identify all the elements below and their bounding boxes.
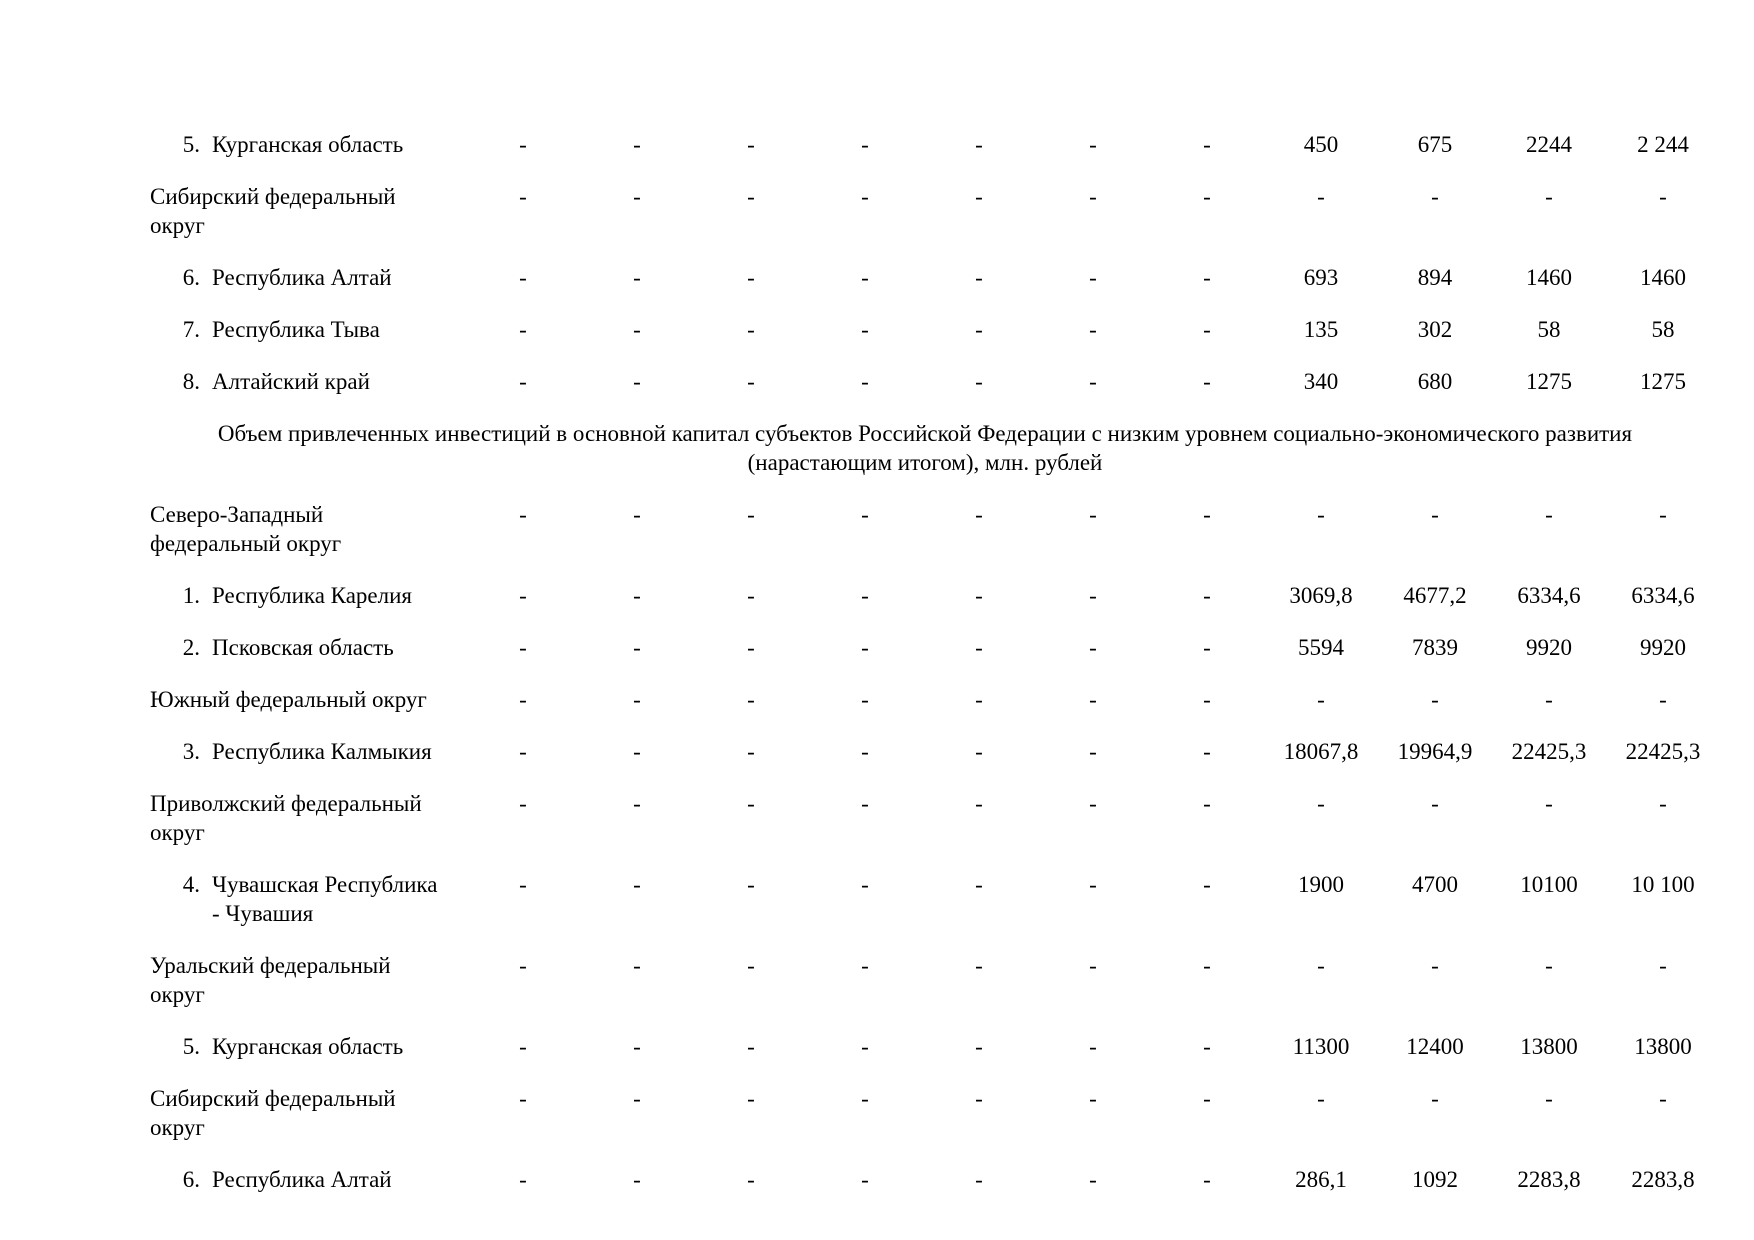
value-cell: -: [747, 739, 755, 764]
value-cell: -: [519, 132, 527, 157]
row-number: 6.: [182, 265, 200, 290]
value-cell: -: [975, 317, 983, 342]
value-cell: -: [519, 791, 527, 816]
value-cell: -: [519, 1167, 527, 1192]
value-cell: -: [633, 265, 641, 290]
value-cell: -: [861, 132, 869, 157]
value-cell: -: [1659, 791, 1667, 816]
value-cell: -: [1659, 687, 1667, 712]
value-cell: -: [1659, 953, 1667, 978]
value-cell: -: [633, 132, 641, 157]
value-cell: -: [1317, 791, 1325, 816]
value-cell: -: [633, 583, 641, 608]
value-cell: -: [1545, 184, 1553, 209]
value-cell: -: [747, 635, 755, 660]
row-number: 4.: [182, 872, 200, 897]
value-cell: -: [519, 369, 527, 394]
subject-row: [150, 581, 1710, 610]
value-cell: 58: [1537, 317, 1561, 342]
value-cell: -: [1431, 502, 1439, 527]
value-cell: -: [519, 635, 527, 660]
value-cell: 4700: [1412, 872, 1458, 897]
value-cell: -: [747, 953, 755, 978]
value-cell: -: [975, 265, 983, 290]
value-cell: -: [1203, 369, 1211, 394]
subject-name: Республика Калмыкия: [212, 739, 432, 764]
value-cell: -: [633, 953, 641, 978]
value-cell: -: [1431, 791, 1439, 816]
value-cell: -: [747, 132, 755, 157]
value-cell: -: [1089, 583, 1097, 608]
value-cell: 58: [1651, 317, 1675, 342]
value-cell: -: [1659, 1086, 1667, 1111]
value-cell: -: [747, 1034, 755, 1059]
value-cell: -: [861, 583, 869, 608]
region-row: [150, 1084, 1710, 1142]
value-cell: -: [633, 872, 641, 897]
value-cell: 1275: [1526, 369, 1572, 394]
value-cell: -: [1089, 739, 1097, 764]
section-title: Объем привлеченных инвестиций в основной капитал субъектов Российской Федерации с низким уровнем социально-экономического развития (нарастающим итогом), млн. рублей: [217, 421, 1633, 475]
value-cell: 1460: [1640, 265, 1686, 290]
value-cell: 10 100: [1631, 872, 1695, 897]
value-cell: -: [519, 583, 527, 608]
value-cell: -: [747, 502, 755, 527]
value-cell: 450: [1303, 132, 1339, 157]
value-cell: -: [861, 1167, 869, 1192]
value-cell: 22425,3: [1511, 739, 1587, 764]
region-row: [150, 500, 1710, 558]
value-cell: -: [1431, 687, 1439, 712]
value-cell: -: [633, 369, 641, 394]
value-cell: -: [633, 739, 641, 764]
value-cell: -: [1089, 1167, 1097, 1192]
subject-row: [150, 367, 1710, 396]
value-cell: -: [1089, 502, 1097, 527]
value-cell: -: [1089, 872, 1097, 897]
value-cell: -: [861, 635, 869, 660]
row-number: 5.: [182, 132, 200, 157]
value-cell: -: [519, 687, 527, 712]
value-cell: -: [861, 1086, 869, 1111]
indicator-table-2: [150, 500, 1710, 1194]
value-cell: -: [975, 502, 983, 527]
region-row: [150, 182, 1710, 240]
value-cell: -: [519, 1086, 527, 1111]
value-cell: -: [519, 184, 527, 209]
value-cell: -: [1089, 184, 1097, 209]
value-cell: -: [1089, 132, 1097, 157]
value-cell: -: [1089, 369, 1097, 394]
region-row: [150, 685, 1710, 714]
value-cell: -: [1203, 687, 1211, 712]
value-cell: 6334,6: [1631, 583, 1695, 608]
document-page: [150, 130, 1710, 1217]
value-cell: -: [975, 791, 983, 816]
subject-name: Курганская область: [212, 132, 404, 157]
value-cell: -: [1203, 184, 1211, 209]
value-cell: 18067,8: [1283, 739, 1359, 764]
value-cell: 9920: [1640, 635, 1686, 660]
value-cell: -: [1545, 502, 1553, 527]
value-cell: -: [747, 265, 755, 290]
subject-name: Чувашская Республика - Чувашия: [212, 872, 438, 926]
row-number: 5.: [182, 1034, 200, 1059]
value-cell: 675: [1417, 132, 1453, 157]
value-cell: -: [1545, 953, 1553, 978]
value-cell: -: [633, 1167, 641, 1192]
federal-district-name: Уральский федеральный округ: [150, 953, 391, 1007]
value-cell: -: [975, 1086, 983, 1111]
value-cell: -: [1431, 1086, 1439, 1111]
value-cell: 4677,2: [1403, 583, 1467, 608]
row-number: 8.: [182, 369, 200, 394]
value-cell: -: [975, 739, 983, 764]
value-cell: 7839: [1412, 635, 1458, 660]
value-cell: -: [747, 791, 755, 816]
value-cell: -: [519, 502, 527, 527]
value-cell: -: [861, 953, 869, 978]
subject-name: Алтайский край: [212, 369, 370, 394]
value-cell: -: [633, 1086, 641, 1111]
value-cell: -: [861, 739, 869, 764]
value-cell: -: [1317, 1086, 1325, 1111]
value-cell: 2244: [1526, 132, 1572, 157]
row-number: 6.: [182, 1167, 200, 1192]
row-number: 2.: [182, 635, 200, 660]
federal-district-name: Сибирский федеральный округ: [150, 1086, 396, 1140]
region-row: [150, 951, 1710, 1009]
value-cell: -: [1317, 184, 1325, 209]
value-cell: -: [519, 872, 527, 897]
value-cell: -: [1203, 739, 1211, 764]
value-cell: -: [861, 184, 869, 209]
value-cell: -: [975, 132, 983, 157]
value-cell: -: [747, 317, 755, 342]
value-cell: -: [747, 583, 755, 608]
value-cell: -: [1659, 502, 1667, 527]
value-cell: -: [1089, 1034, 1097, 1059]
value-cell: -: [1203, 953, 1211, 978]
value-cell: -: [747, 872, 755, 897]
value-cell: -: [1089, 687, 1097, 712]
value-cell: -: [861, 265, 869, 290]
value-cell: 135: [1303, 317, 1339, 342]
value-cell: 1460: [1526, 265, 1572, 290]
value-cell: 9920: [1526, 635, 1572, 660]
row-number: 3.: [182, 739, 200, 764]
value-cell: 5594: [1298, 635, 1344, 660]
value-cell: -: [633, 687, 641, 712]
subject-name: Республика Алтай: [212, 265, 392, 290]
value-cell: -: [519, 265, 527, 290]
value-cell: 11300: [1292, 1034, 1350, 1059]
value-cell: -: [1203, 872, 1211, 897]
value-cell: -: [861, 687, 869, 712]
value-cell: -: [1089, 635, 1097, 660]
value-cell: -: [861, 1034, 869, 1059]
value-cell: -: [975, 1034, 983, 1059]
value-cell: -: [975, 635, 983, 660]
value-cell: -: [633, 317, 641, 342]
region-row: [150, 789, 1710, 847]
value-cell: -: [747, 1167, 755, 1192]
value-cell: 302: [1417, 317, 1453, 342]
value-cell: -: [1203, 502, 1211, 527]
value-cell: 286,1: [1295, 1167, 1347, 1192]
value-cell: 6334,6: [1517, 583, 1581, 608]
value-cell: -: [747, 184, 755, 209]
value-cell: 340: [1303, 369, 1339, 394]
value-cell: -: [975, 872, 983, 897]
value-cell: -: [975, 583, 983, 608]
value-cell: -: [747, 369, 755, 394]
value-cell: -: [1203, 132, 1211, 157]
row-number: 7.: [182, 317, 200, 342]
value-cell: -: [747, 687, 755, 712]
value-cell: 2283,8: [1517, 1167, 1581, 1192]
value-cell: -: [1203, 791, 1211, 816]
value-cell: -: [975, 184, 983, 209]
subject-row: [150, 1032, 1710, 1061]
value-cell: 680: [1417, 369, 1453, 394]
value-cell: -: [1203, 635, 1211, 660]
row-number: 1.: [182, 583, 200, 608]
value-cell: 1900: [1298, 872, 1344, 897]
value-cell: -: [1203, 583, 1211, 608]
value-cell: -: [1089, 791, 1097, 816]
value-cell: -: [861, 317, 869, 342]
indicator-table-1: [150, 130, 1710, 396]
value-cell: -: [1545, 687, 1553, 712]
value-cell: -: [519, 739, 527, 764]
value-cell: -: [747, 1086, 755, 1111]
value-cell: -: [519, 953, 527, 978]
value-cell: -: [1545, 791, 1553, 816]
subject-name: Псковская область: [212, 635, 394, 660]
value-cell: 1275: [1640, 369, 1686, 394]
value-cell: -: [975, 369, 983, 394]
subject-name: Курганская область: [212, 1034, 404, 1059]
value-cell: 693: [1303, 265, 1339, 290]
value-cell: -: [975, 953, 983, 978]
subject-row: [150, 870, 1710, 928]
value-cell: -: [1203, 317, 1211, 342]
value-cell: -: [1203, 265, 1211, 290]
subject-name: Республика Карелия: [212, 583, 413, 608]
subject-name: Республика Алтай: [212, 1167, 392, 1192]
value-cell: -: [1431, 184, 1439, 209]
value-cell: 2283,8: [1631, 1167, 1695, 1192]
value-cell: 3069,8: [1289, 583, 1353, 608]
value-cell: 22425,3: [1625, 739, 1701, 764]
value-cell: -: [1089, 1086, 1097, 1111]
subject-row: [150, 315, 1710, 344]
value-cell: -: [633, 502, 641, 527]
value-cell: -: [1659, 184, 1667, 209]
value-cell: -: [633, 1034, 641, 1059]
subject-row: [150, 737, 1710, 766]
value-cell: -: [519, 1034, 527, 1059]
value-cell: -: [1203, 1086, 1211, 1111]
value-cell: -: [861, 369, 869, 394]
value-cell: -: [633, 791, 641, 816]
value-cell: -: [1089, 953, 1097, 978]
value-cell: -: [861, 872, 869, 897]
value-cell: 12400: [1406, 1034, 1464, 1059]
value-cell: -: [1203, 1034, 1211, 1059]
subject-row: [150, 130, 1710, 159]
value-cell: -: [1431, 953, 1439, 978]
value-cell: -: [975, 1167, 983, 1192]
federal-district-name: Северо-Западный федеральный округ: [150, 502, 342, 556]
value-cell: -: [1089, 265, 1097, 290]
value-cell: -: [861, 502, 869, 527]
value-cell: -: [1317, 687, 1325, 712]
subject-row: [150, 1165, 1710, 1194]
subject-row: [150, 263, 1710, 292]
value-cell: -: [519, 317, 527, 342]
value-cell: 894: [1417, 265, 1453, 290]
federal-district-name: Сибирский федеральный округ: [150, 184, 396, 238]
value-cell: 13800: [1634, 1034, 1692, 1059]
value-cell: -: [633, 184, 641, 209]
federal-district-name: Южный федеральный округ: [150, 687, 427, 712]
subject-row: [150, 633, 1710, 662]
federal-district-name: Приволжский федеральный округ: [150, 791, 422, 845]
subject-name: Республика Тыва: [212, 317, 380, 342]
value-cell: 1092: [1412, 1167, 1458, 1192]
value-cell: 13800: [1520, 1034, 1578, 1059]
value-cell: -: [861, 791, 869, 816]
value-cell: 10100: [1520, 872, 1578, 897]
value-cell: -: [1203, 1167, 1211, 1192]
value-cell: -: [1545, 1086, 1553, 1111]
value-cell: -: [1317, 953, 1325, 978]
value-cell: 19964,9: [1397, 739, 1473, 764]
value-cell: -: [1089, 317, 1097, 342]
value-cell: -: [1317, 502, 1325, 527]
value-cell: -: [633, 635, 641, 660]
value-cell: 2 244: [1637, 132, 1689, 157]
value-cell: -: [975, 687, 983, 712]
